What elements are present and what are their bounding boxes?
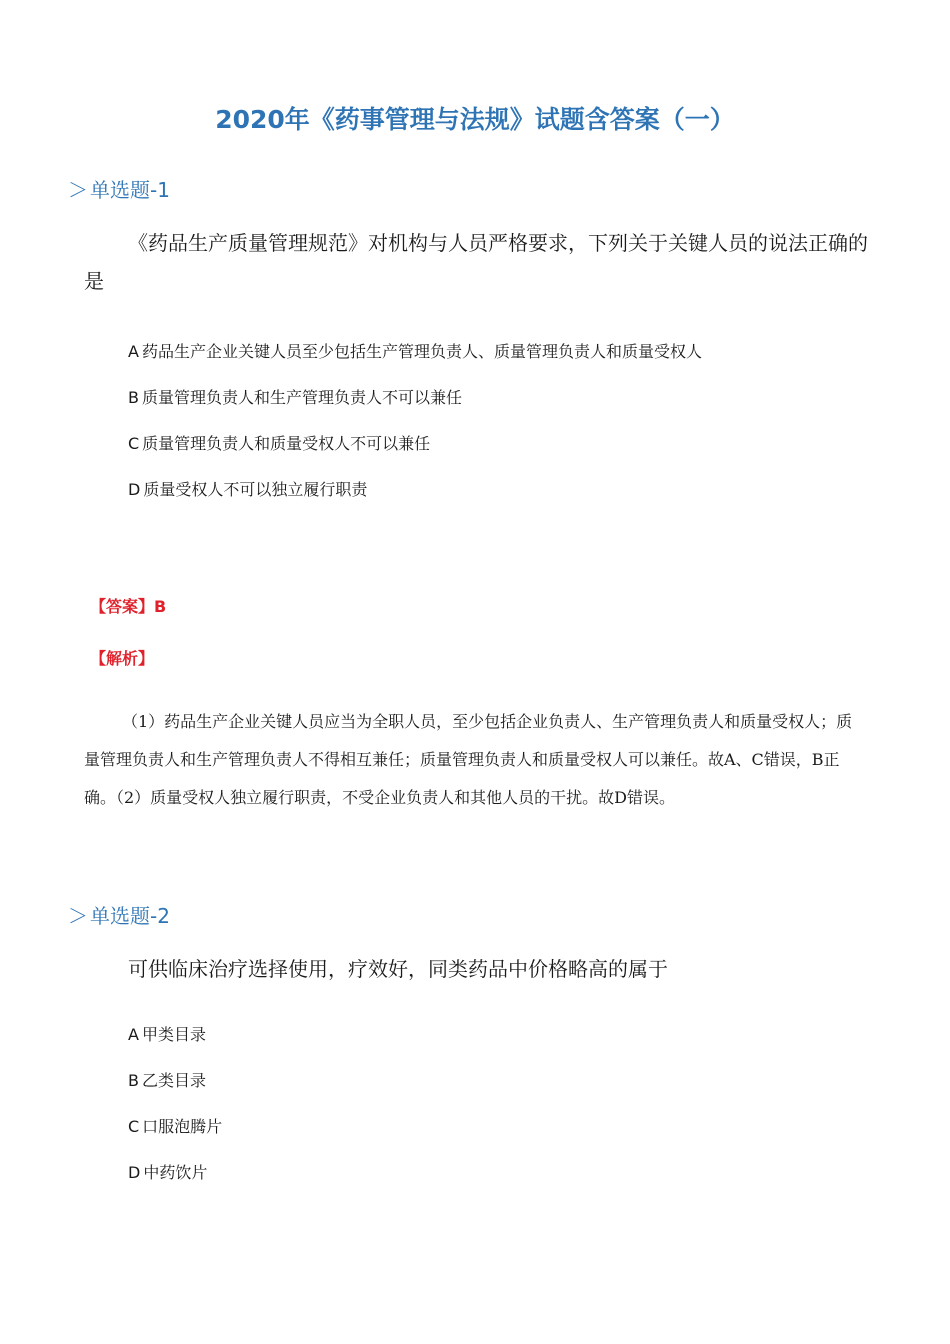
question-2-option-c xyxy=(128,1115,222,1139)
option-text: 甲类目录 xyxy=(141,1025,206,1044)
option-letter: D xyxy=(128,480,141,499)
document-title: 2020年《药事管理与法规》试题含答案（一） xyxy=(215,105,735,134)
question-1-option-b xyxy=(128,386,462,410)
answer-label: 【答案】 xyxy=(90,597,155,616)
chevron-right-icon: ＞ xyxy=(68,904,88,928)
option-letter: B xyxy=(128,1071,139,1090)
question-1-heading xyxy=(68,176,170,204)
question-2-heading xyxy=(68,902,170,930)
question-1-heading-text: 单选题-1 xyxy=(90,178,170,202)
option-text: 药品生产企业关键人员至少包括生产管理负责人、质量管理负责人和质量受权人 xyxy=(141,342,702,361)
question-2-stem: 可供临床治疗选择使用，疗效好，同类药品中价格略高的属于 xyxy=(128,957,668,981)
analysis-label: 【解析】 xyxy=(90,649,155,668)
question-1-option-c xyxy=(128,432,430,456)
option-letter: A xyxy=(128,1025,139,1044)
question-2-option-d xyxy=(128,1161,207,1185)
option-letter: C xyxy=(128,1117,140,1136)
option-text: 乙类目录 xyxy=(141,1071,206,1090)
option-text: 质量管理负责人和质量受权人不可以兼任 xyxy=(142,434,431,453)
question-2-option-b xyxy=(128,1069,206,1093)
option-letter: B xyxy=(128,388,139,407)
question-2-option-a xyxy=(128,1023,206,1047)
option-letter: C xyxy=(128,434,140,453)
option-text: 中药饮片 xyxy=(143,1163,208,1182)
option-text: 质量受权人不可以独立履行职责 xyxy=(143,480,368,499)
answer-tag xyxy=(90,595,166,619)
option-letter: D xyxy=(128,1163,141,1182)
question-1-stem: 《药品生产质量管理规范》对机构与人员严格要求，下列关于关键人员的说法正确的是 xyxy=(84,231,868,293)
question-2-heading-text: 单选题-2 xyxy=(90,904,170,928)
question-1-option-a xyxy=(128,340,702,364)
analysis-text: （1）药品生产企业关键人员应当为全职人员，至少包括企业负责人、生产管理负责人和质量受权人；质量管理负责人和生产管理负责人不得相互兼任；质量管理负责人和质量受权人可以兼任。故A、C错误，B正确。（2）质量受权人独立履行职责，不受企业负责人和其他人员的干扰。故D错误。 xyxy=(84,712,853,807)
analysis-tag xyxy=(90,647,154,671)
option-letter: A xyxy=(128,342,139,361)
question-1-option-d xyxy=(128,478,367,502)
option-text: 质量管理负责人和生产管理负责人不可以兼任 xyxy=(141,388,462,407)
answer-value: B xyxy=(154,597,167,616)
option-text: 口服泡腾片 xyxy=(142,1117,223,1136)
chevron-right-icon: ＞ xyxy=(68,178,88,202)
